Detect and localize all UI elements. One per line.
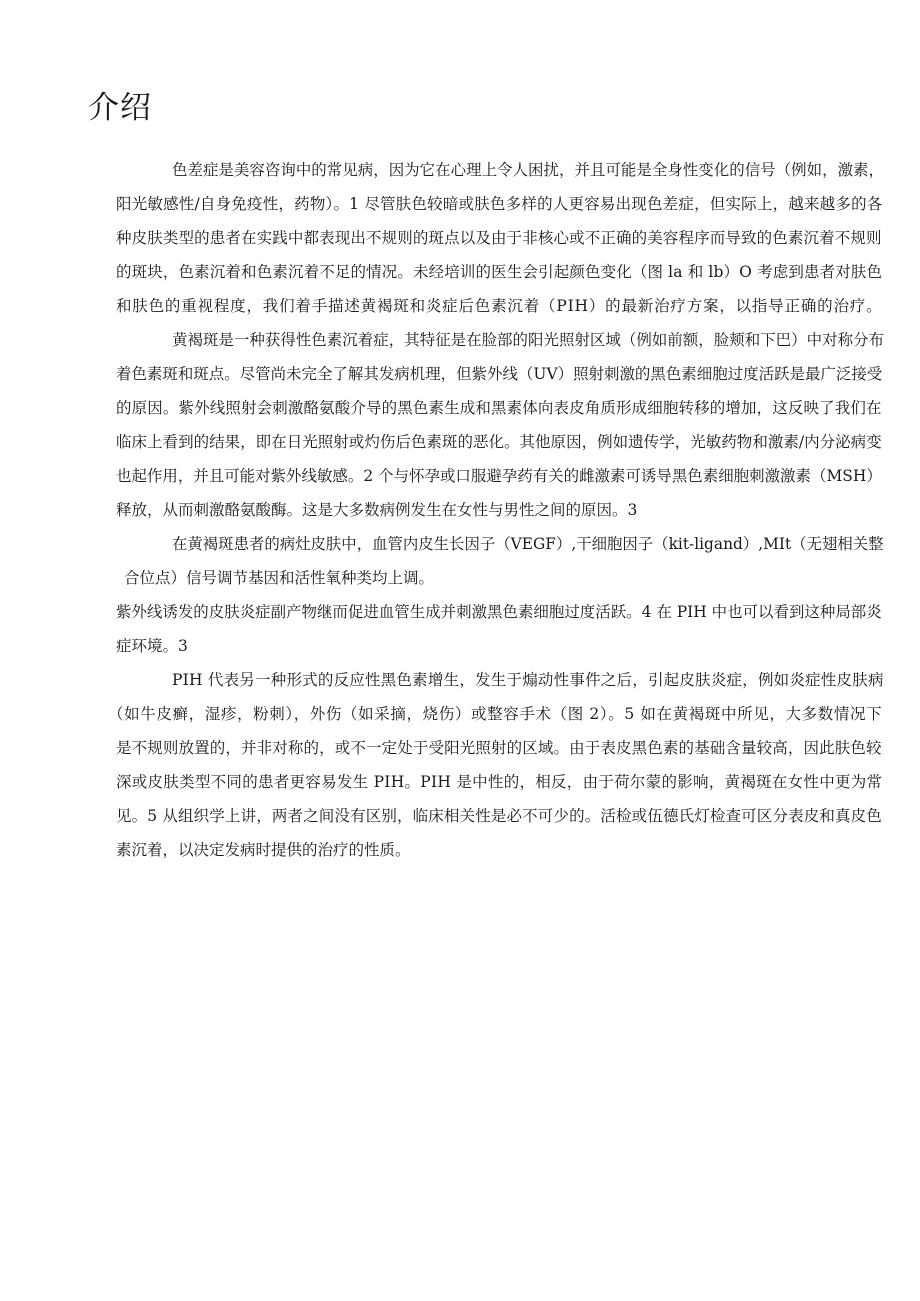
- text-line: 素沉着，以决定发病时提供的治疗的性质。: [116, 841, 411, 859]
- text-line: 见。5 从组织学上讲，两者之间没有区别，临床相关性是必不可少的。活检或伍德氏灯检查可区分表皮和真皮色: [116, 807, 882, 825]
- text-line: 症环境。3: [116, 637, 188, 655]
- text-line: PIH 代表另一种形式的反应性黑色素增生，发生于煽动性事件之后，引起皮肤炎症，例如炎症性皮肤病: [172, 671, 884, 689]
- text-line: 释放，从而刺激酪氨酸酶。这是大多数病例发生在女性与男性之间的原因。3: [116, 501, 638, 519]
- page-title: 介绍: [88, 90, 152, 126]
- text-line: 种皮肤类型的患者在实践中都表现出不规则的斑点以及由于非核心或不正确的美容程序而导致的色素沉着不规则: [116, 229, 882, 247]
- text-line: （如牛皮癣，湿疹，粉刺），外伤（如采摘，烧伤）或整容手术（图 2）。5 如在黄褐斑中所见，大多数情况下: [108, 705, 882, 723]
- text-line: 深或皮肤类型不同的患者更容易发生 PIH。PIH 是中性的，相反，由于荷尔蒙的影响，黄褐斑在女性中更为常: [116, 773, 882, 791]
- text-line: 着色素斑和斑点。尽管尚未完全了解其发病机理，但紫外线（UV）照射刺激的黑色素细胞过度活跃是最广泛接受: [116, 365, 882, 383]
- text-line: 是不规则放置的，并非对称的，或不一定处于受阳光照射的区域。由于表皮黑色素的基础含量较高，因此肤色较: [116, 739, 882, 757]
- text-line: 也起作用，并且可能对紫外线敏感。2 个与怀孕或口服避孕药有关的雌激素可诱导黑色素细胞刺激激素（MSH）: [116, 467, 882, 485]
- text-line: 黄褐斑是一种获得性色素沉着症，其特征是在脸部的阳光照射区域（例如前额，脸颊和下巴）中对称分布: [172, 331, 884, 349]
- text-line: 的斑块，色素沉着和色素沉着不足的情况。未经培训的医生会引起颜色变化（图 la 和 lb）O 考虑到患者对肤色: [116, 263, 882, 281]
- text-line: 和肤色的重视程度，我们着手描述黄褐斑和炎症后色素沉着（PIH）的最新治疗方案，以指导正确的治疗。: [116, 297, 882, 315]
- text-line: 的原因。紫外线照射会刺激酪氨酸介导的黑色素生成和黑素体向表皮角质形成细胞转移的增加，这反映了我们在: [116, 399, 882, 417]
- text-line: 紫外线诱发的皮肤炎症副产物继而促进血管生成并刺激黑色素细胞过度活跃。4 在 PIH 中也可以看到这种局部炎: [116, 603, 882, 621]
- text-line: 临床上看到的结果，即在日光照射或灼伤后色素斑的恶化。其他原因，例如遗传学，光敏药物和激素/内分泌病变: [116, 433, 882, 451]
- text-line: 在黄褐斑患者的病灶皮肤中，血管内皮生长因子（VEGF）,干细胞因子（kit-ligand）,MIt（无翅相关整: [172, 535, 884, 553]
- text-line: 色差症是美容咨询中的常见病，因为它在心理上令人困扰，并且可能是全身性变化的信号（例如，激素，: [172, 161, 884, 179]
- text-line: 阳光敏感性/自身免疫性，药物）。1 尽管肤色较暗或肤色多样的人更容易出现色差症，但实际上，越来越多的各: [116, 195, 882, 213]
- text-line: 合位点）信号调节基因和活性氧种类均上调。: [124, 569, 435, 587]
